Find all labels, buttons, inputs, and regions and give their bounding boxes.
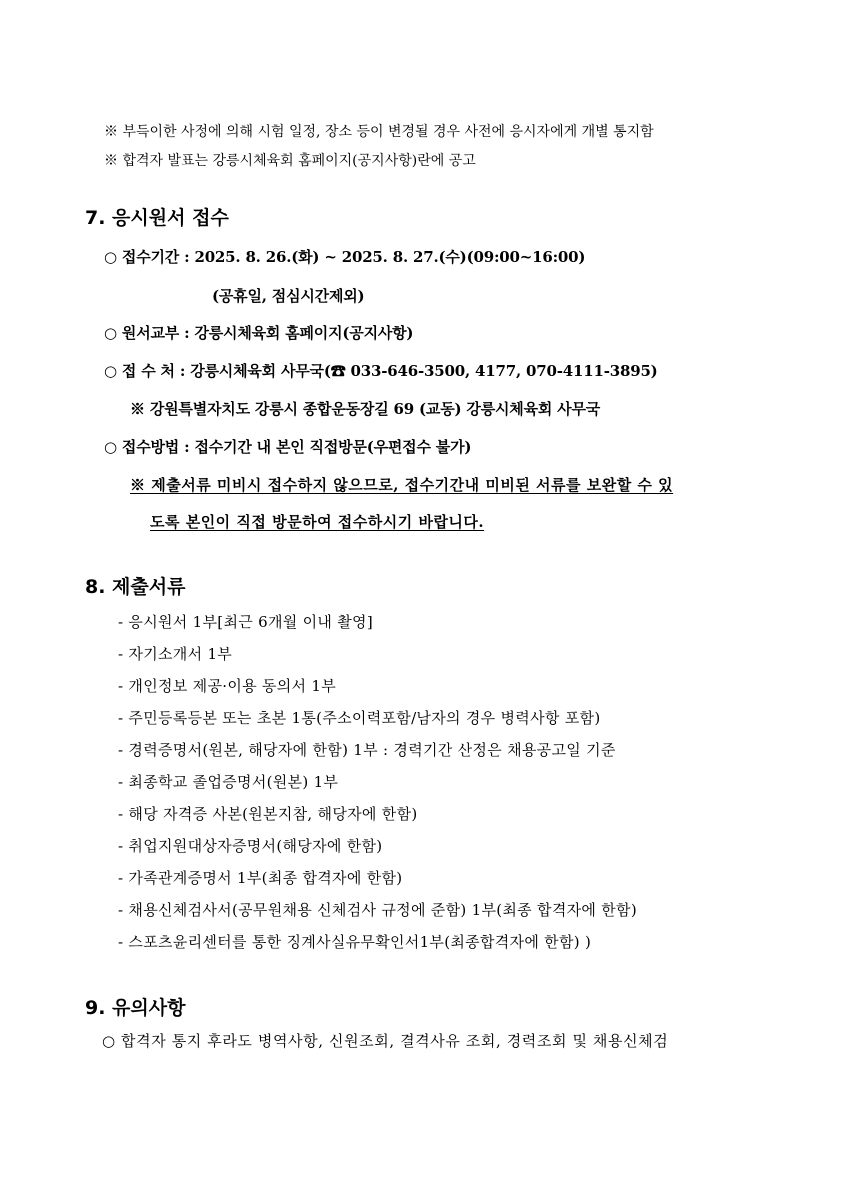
section-8-heading: 8. 제출서류 — [85, 576, 186, 598]
section-7-heading: 7. 응시원서 접수 — [85, 207, 229, 229]
list-item: - 자기소개서 1부 — [118, 645, 233, 663]
list-item: - 취업지원대상자증명서(해당자에 한함) — [118, 837, 383, 855]
form-distribution: ○ 원서교부 : 강릉시체육회 홈페이지(공지사항) — [104, 324, 414, 342]
list-item: - 최종학교 졸업증명서(원본) 1부 — [118, 773, 339, 791]
list-item: - 해당 자격증 사본(원본지참, 해당자에 한함) — [118, 805, 418, 823]
list-item: - 가족관계증명서 1부(최종 합격자에 한함) — [118, 869, 403, 887]
list-item: - 응시원서 1부[최근 6개월 이내 촬영] — [118, 613, 373, 631]
application-place: ○ 접 수 처 : 강릉시체육회 사무국(☎ 033-646-3500, 4177, 070-4111-3895) — [104, 362, 658, 380]
caution-item: ○ 합격자 통지 후라도 병역사항, 신원조회, 결격사유 조회, 경력조회 및 채용신체검 — [102, 1032, 669, 1050]
document-warning-line-1: ※ 제출서류 미비시 접수하지 않으므로, 접수기간내 미비된 서류를 보완할 수 있 — [130, 476, 674, 494]
application-period-note: (공휴일, 점심시간제외) — [212, 287, 365, 305]
application-period: ○ 접수기간 : 2025. 8. 26.(화) ~ 2025. 8. 27.(수)(09:00~16:00) — [104, 248, 586, 266]
section-9-heading: 9. 유의사항 — [85, 997, 186, 1019]
notice-result-announcement: ※ 합격자 발표는 강릉시체육회 홈페이지(공지사항)란에 공고 — [104, 153, 476, 169]
document-warning-line-2: 도록 본인이 직접 방문하여 접수하시기 바랍니다. — [150, 513, 485, 531]
list-item: - 주민등록등본 또는 초본 1통(주소이력포함/남자의 경우 병력사항 포함) — [118, 709, 601, 727]
list-item: - 개인정보 제공·이용 동의서 1부 — [118, 677, 337, 695]
list-item: - 스포츠윤리센터를 통한 징계사실유무확인서1부(최종합격자에 한함) ) — [118, 933, 592, 951]
application-address: ※ 강원특별자치도 강릉시 종합운동장길 69 (교동) 강릉시체육회 사무국 — [130, 400, 601, 418]
list-item: - 채용신체검사서(공무원채용 신체검사 규정에 준함) 1부(최종 합격자에 한함) — [118, 901, 637, 919]
list-item: - 경력증명서(원본, 해당자에 한함) 1부 : 경력기간 산정은 채용공고일 기준 — [118, 741, 616, 759]
application-method: ○ 접수방법 : 접수기간 내 본인 직접방문(우편접수 불가) — [104, 438, 472, 456]
notice-schedule-change: ※ 부득이한 사정에 의해 시험 일정, 장소 등이 변경될 경우 사전에 응시자에게 개별 통지함 — [104, 124, 654, 140]
